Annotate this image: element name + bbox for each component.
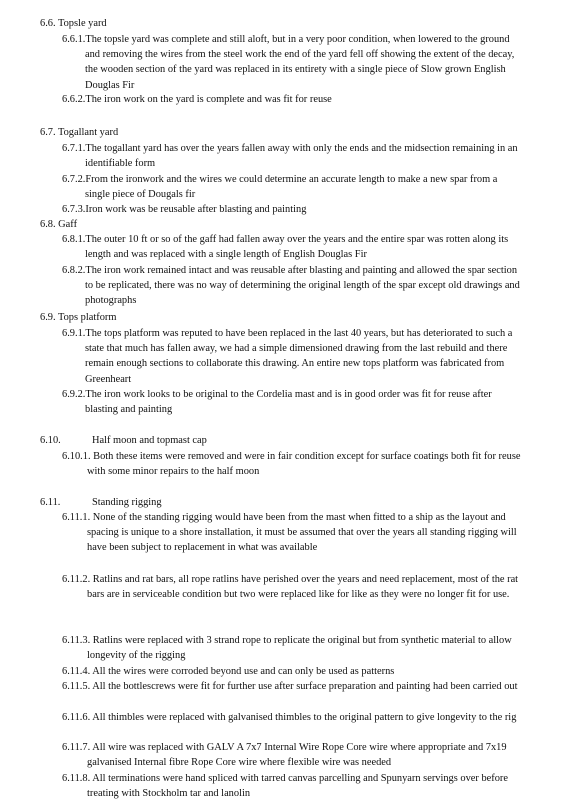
paragraph-6-10-1: 6.10.1. Both these items were removed and were in fair condition except for surface coatings both fit for reuse with some minor repairs to the half moon <box>62 451 521 478</box>
section-title: Standing rigging <box>92 497 162 508</box>
section-heading-6-11 <box>40 495 162 510</box>
section-heading-6-9: 6.9. Tops platform <box>40 312 117 323</box>
paragraph-6-11-4: 6.11.4. All the wires were corroded beyond use and can only be used as patterns <box>62 666 395 677</box>
paragraph-6-9-1: 6.9.1.The tops platform was reputed to have been replaced in the last 40 years, but has deteriorated to such a state that much has fallen away, we had a simple dimensioned drawing from the last rebuild and there remain enough sections to collaborate this drawing. An entire new tops platform was fabricated from Greenheart <box>62 328 513 385</box>
section-heading-6-10 <box>40 433 207 448</box>
paragraph-6-11-1: 6.11.1. None of the standing rigging would have been from the mast when fitted to a ship as the layout and spacing is unique to a shore installation, it must be assumed that over the years all standing rigging will have been subject to replacement in what was available <box>62 512 517 554</box>
paragraph-6-11-8: 6.11.8. All terminations were hand spliced with tarred canvas parcelling and Spunyarn servings over before treating with Stockholm tar and lanolin <box>62 773 508 800</box>
paragraph-6-8-2: 6.8.2.The iron work remained intact and was reusable after blasting and painting and allowed the spar section to be replicated, there was no way of determining the original length of the spar except old drawings and photographs <box>62 265 520 307</box>
section-heading-6-7: 6.7. Togallant yard <box>40 127 119 138</box>
paragraph-6-11-5: 6.11.5. All the bottlescrews were fit for further use after surface preparation and painting had been carried out <box>62 681 518 692</box>
paragraph-6-8-1: 6.8.1.The outer 10 ft or so of the gaff had fallen away over the years and the entire spar was rotten along its length and was replaced with a single length of English Douglas Fir <box>62 234 509 261</box>
paragraph-6-6-1: 6.6.1.The topsle yard was complete and still aloft, but in a very poor condition, when lowered to the ground and removing the wires from the steel work the end of the yard fell off showing the extent of the decay, the wooden section of the yard was replaced in its entirety with a single piece of Slow grown English Douglas Fir <box>62 34 515 91</box>
paragraph-6-11-7: 6.11.7. All wire was replaced with GALV A 7x7 Internal Wire Rope Core wire where appropriate and 7x19 galvanised Internal fibre Rope Core wire where flexible wire was needed <box>62 742 507 769</box>
paragraph-6-7-2: 6.7.2.From the ironwork and the wires we could determine an accurate length to make a new spar from a single piece of Dougals fir <box>62 174 498 201</box>
section-title: Half moon and topmast cap <box>92 435 207 446</box>
section-heading-6-6: 6.6. Topsle yard <box>40 18 107 29</box>
paragraph-6-11-2: 6.11.2. Ratlins and rat bars, all rope ratlins have perished over the years and need replacement, most of the rat bars are in serviceable condition but two were replaced like for like as they were no longer fit for use. <box>62 574 519 601</box>
paragraph-6-7-3: 6.7.3.Iron work was be reusable after blasting and painting <box>62 204 307 215</box>
paragraph-6-9-2: 6.9.2.The iron work looks to be original to the Cordelia mast and is in good order was fit for reuse after blasting and painting <box>62 389 492 416</box>
section-number: 6.11. <box>40 497 61 508</box>
paragraph-6-6-2: 6.6.2.The iron work on the yard is complete and was fit for reuse <box>62 94 332 105</box>
section-number: 6.10. <box>40 435 61 446</box>
paragraph-6-7-1: 6.7.1.The togallant yard has over the years fallen away with only the ends and the midsection remaining in an identifiable form <box>62 143 518 170</box>
section-heading-6-8: 6.8. Gaff <box>40 219 78 230</box>
paragraph-6-11-6: 6.11.6. All thimbles were replaced with galvanised thimbles to the original pattern to give longevity to the rig <box>62 712 517 723</box>
paragraph-6-11-3: 6.11.3. Ratlins were replaced with 3 strand rope to replicate the original but from synthetic material to allow longevity of the rigging <box>62 635 512 662</box>
